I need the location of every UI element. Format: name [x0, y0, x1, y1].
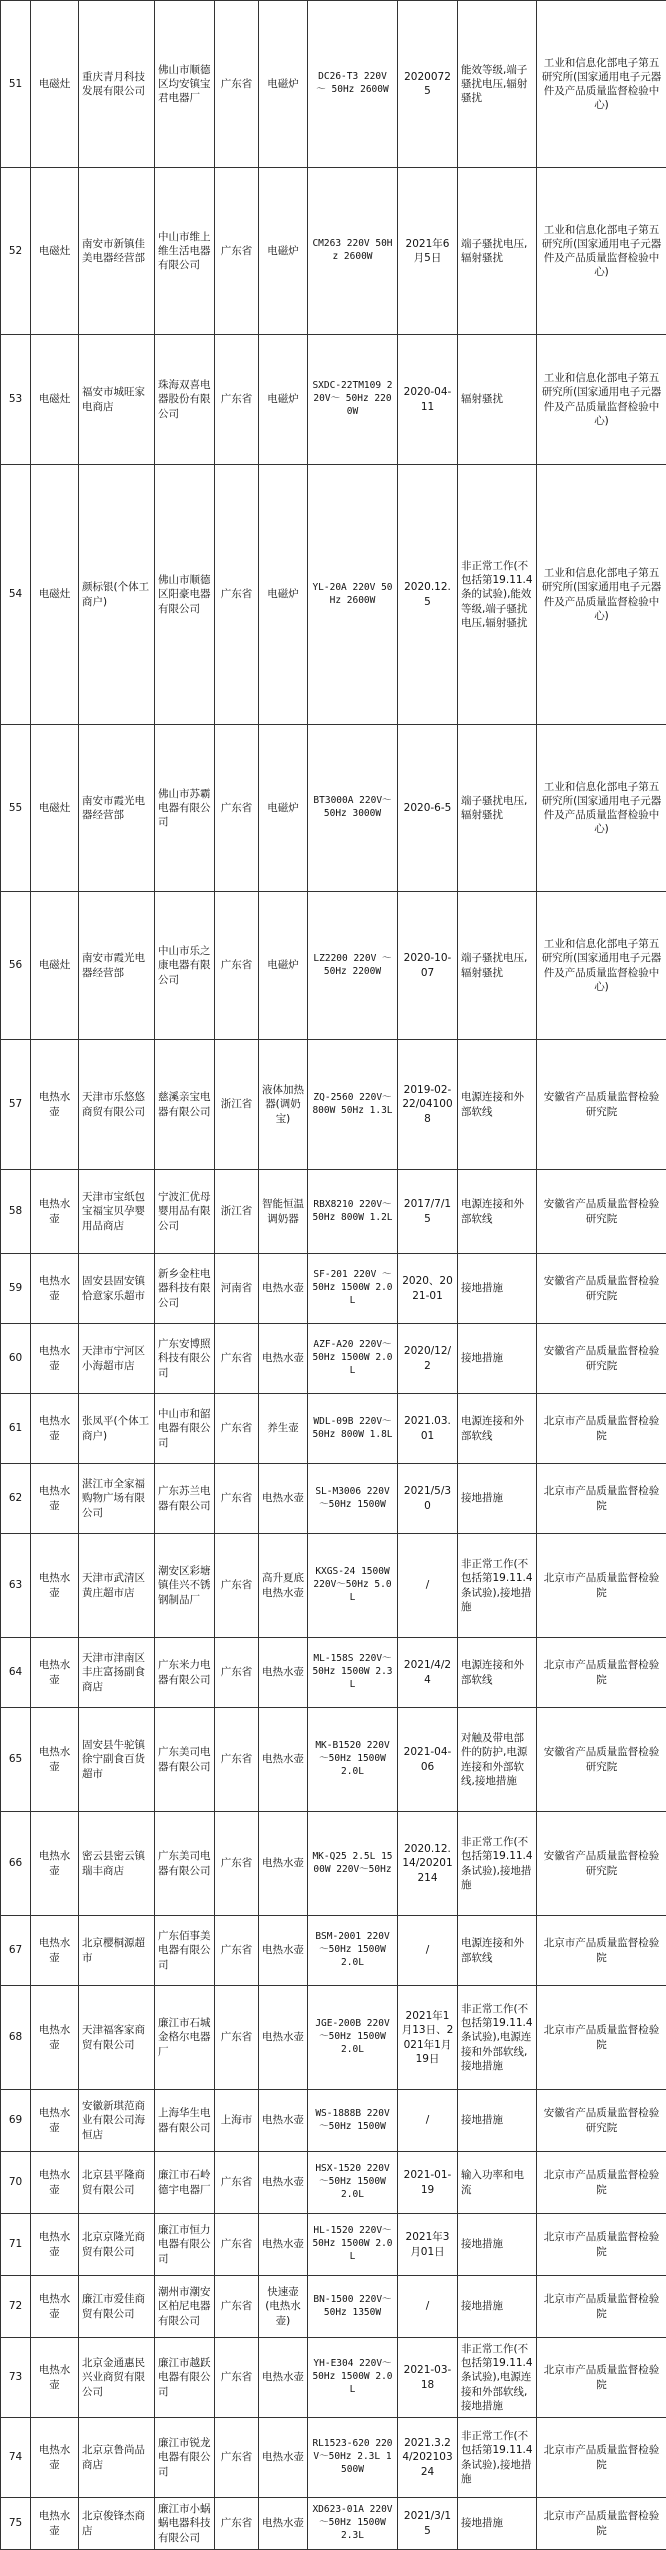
product-name: 电磁灶 [31, 465, 79, 725]
product-category: 电热水壶 [259, 2338, 308, 2418]
product-category: 电热水壶 [259, 2214, 308, 2276]
model-spec: HL-1520 220V～50Hz 1500W 2.0L [308, 2214, 398, 2276]
seller-name: 北京京隆光商贸有限公司 [79, 2214, 155, 2276]
model-spec: HSX-1520 220V～50Hz 1500W 2.0L [308, 2152, 398, 2214]
seller-name: 张凤平(个体工商户) [79, 1394, 155, 1464]
product-category: 电热水壶 [259, 2418, 308, 2498]
inspection-agency: 北京市产品质量监督检验院 [537, 2418, 666, 2498]
row-number: 61 [1, 1394, 31, 1464]
model-spec: SL-M3006 220V～50Hz 1500W [308, 1464, 398, 1534]
failed-items: 端子骚扰电压,辐射骚扰 [458, 892, 537, 1040]
table-row [1, 2090, 666, 2152]
production-date: 2021-01-19 [398, 2152, 458, 2214]
product-category: 电热水壶 [259, 1464, 308, 1534]
production-date: 2020.12.14/20201214 [398, 1812, 458, 1916]
production-date: / [398, 1534, 458, 1638]
manufacturer-name: 上海华生电器有限公司 [155, 2090, 215, 2152]
table-body [1, 1, 666, 2550]
model-spec: MK-Q25 2.5L 1500W 220V～50Hz [308, 1812, 398, 1916]
manufacturer-name: 潮安区彩塘镇佳兴不锈钢制品厂 [155, 1534, 215, 1638]
inspection-agency: 安徽省产品质量监督检验研究院 [537, 1708, 666, 1812]
table-row [1, 168, 666, 335]
model-spec: WDL-09B 220V～50Hz 800W 1.8L [308, 1394, 398, 1464]
seller-name: 南安市霞光电器经营部 [79, 892, 155, 1040]
province: 广东省 [215, 2418, 259, 2498]
manufacturer-name: 廉江市小蜗蜗电器科技有限公司 [155, 2498, 215, 2550]
seller-name: 北京俊锋杰商店 [79, 2498, 155, 2550]
table-row [1, 465, 666, 725]
table-row [1, 1534, 666, 1638]
seller-name: 天津市宁河区小海超市店 [79, 1324, 155, 1394]
failed-items: 接地措施 [458, 1254, 537, 1324]
product-name: 电磁灶 [31, 725, 79, 892]
failed-items: 电源连接和外部软线 [458, 1170, 537, 1254]
production-date: 20200725 [398, 1, 458, 168]
seller-name: 天津市津南区丰庄富扬副食商店 [79, 1638, 155, 1708]
manufacturer-name: 中山市乐之康电器有限公司 [155, 892, 215, 1040]
production-date: 2021/4/24 [398, 1638, 458, 1708]
seller-name: 北京金通惠民兴业商贸有限公司 [79, 2338, 155, 2418]
failed-items: 输入功率和电流 [458, 2152, 537, 2214]
failed-items: 非正常工作(不包括第19.11.4条试验),电源连接和外部软线,接地措施 [458, 1986, 537, 2090]
manufacturer-name: 廉江市越跃电器有限公司 [155, 2338, 215, 2418]
product-name: 电热水壶 [31, 1986, 79, 2090]
manufacturer-name: 中山市和韶电器有限公司 [155, 1394, 215, 1464]
failed-items: 电源连接和外部软线 [458, 1638, 537, 1708]
inspection-agency: 工业和信息化部电子第五研究所(国家通用电子元器件及产品质量监督检验中心) [537, 1, 666, 168]
table-row [1, 1986, 666, 2090]
province: 广东省 [215, 1464, 259, 1534]
product-name: 电热水壶 [31, 2152, 79, 2214]
row-number: 67 [1, 1916, 31, 1986]
model-spec: SF-201 220V ～ 50Hz 1500W 2.0L [308, 1254, 398, 1324]
province: 广东省 [215, 725, 259, 892]
failed-items: 非正常工作(不包括第19.11.4条试验),电源连接和外部软线,接地措施 [458, 2338, 537, 2418]
table-row [1, 1394, 666, 1464]
product-category: 电热水壶 [259, 2152, 308, 2214]
manufacturer-name: 广东安博照科技有限公司 [155, 1324, 215, 1394]
failed-items: 非正常工作(不包括第19.11.4条试验),接地措施 [458, 1534, 537, 1638]
product-name: 电磁灶 [31, 892, 79, 1040]
manufacturer-name: 宁波汇优母婴用品有限公司 [155, 1170, 215, 1254]
product-category: 电磁炉 [259, 725, 308, 892]
row-number: 55 [1, 725, 31, 892]
product-name: 电热水壶 [31, 1464, 79, 1534]
row-number: 70 [1, 2152, 31, 2214]
row-number: 68 [1, 1986, 31, 2090]
production-date: 2021年6月5日 [398, 168, 458, 335]
province: 广东省 [215, 1916, 259, 1986]
product-name: 电热水壶 [31, 1324, 79, 1394]
province: 广东省 [215, 1, 259, 168]
table-row [1, 725, 666, 892]
product-category: 电热水壶 [259, 2498, 308, 2550]
production-date: 2021/3/15 [398, 2498, 458, 2550]
product-category: 电热水壶 [259, 1324, 308, 1394]
product-name: 电热水壶 [31, 2090, 79, 2152]
failed-items: 对触及带电部件的防护,电源连接和外部软线,接地措施 [458, 1708, 537, 1812]
province: 广东省 [215, 168, 259, 335]
seller-name: 福安市城旺家电商店 [79, 335, 155, 465]
table-row [1, 2498, 666, 2550]
table-row [1, 1170, 666, 1254]
province: 广东省 [215, 1638, 259, 1708]
product-category: 电热水壶 [259, 2090, 308, 2152]
manufacturer-name: 珠海双喜电器股份有限公司 [155, 335, 215, 465]
manufacturer-name: 廉江市石城金格尔电器厂 [155, 1986, 215, 2090]
product-name: 电热水壶 [31, 1708, 79, 1812]
inspection-agency: 北京市产品质量监督检验院 [537, 1464, 666, 1534]
production-date: 2020-6-5 [398, 725, 458, 892]
model-spec: YL-20A 220V 50Hz 2600W [308, 465, 398, 725]
province: 广东省 [215, 335, 259, 465]
table-row [1, 1254, 666, 1324]
product-category: 电热水壶 [259, 1638, 308, 1708]
seller-name: 北京樱桐源超市 [79, 1916, 155, 1986]
inspection-agency: 北京市产品质量监督检验院 [537, 2338, 666, 2418]
row-number: 57 [1, 1040, 31, 1170]
product-category: 液体加热器(调奶宝) [259, 1040, 308, 1170]
failed-items: 非正常工作(不包括第19.11.4条试验),接地措施 [458, 1812, 537, 1916]
production-date: 2021.03.01 [398, 1394, 458, 1464]
manufacturer-name: 广东苏兰电器有限公司 [155, 1464, 215, 1534]
model-spec: MK-B1520 220V～50Hz 1500W 2.0L [308, 1708, 398, 1812]
inspection-agency: 北京市产品质量监督检验院 [537, 1986, 666, 2090]
table-row [1, 1638, 666, 1708]
province: 广东省 [215, 2276, 259, 2338]
province: 广东省 [215, 892, 259, 1040]
product-category: 高升夏底电热水壶 [259, 1534, 308, 1638]
failed-items: 端子骚扰电压,辐射骚扰 [458, 168, 537, 335]
production-date: 2017/7/15 [398, 1170, 458, 1254]
table-row [1, 1916, 666, 1986]
failed-items: 能效等级,端子骚扰电压,辐射骚扰 [458, 1, 537, 168]
table-row [1, 2418, 666, 2498]
row-number: 73 [1, 2338, 31, 2418]
failed-items: 辐射骚扰 [458, 335, 537, 465]
production-date: 2020-04-11 [398, 335, 458, 465]
table-row [1, 892, 666, 1040]
manufacturer-name: 佛山市苏霸电器有限公司 [155, 725, 215, 892]
failed-items: 非正常工作(不包括第19.11.4条试验),接地措施 [458, 2418, 537, 2498]
province: 广东省 [215, 1394, 259, 1464]
manufacturer-name: 新乡金柱电器科技有限公司 [155, 1254, 215, 1324]
product-category: 养生壶 [259, 1394, 308, 1464]
product-name: 电热水壶 [31, 1812, 79, 1916]
production-date: 2021年1月13日、2021年1月19日 [398, 1986, 458, 2090]
product-name: 电热水壶 [31, 2418, 79, 2498]
row-number: 51 [1, 1, 31, 168]
production-date: 2021.3.24/20210324 [398, 2418, 458, 2498]
product-name: 电磁灶 [31, 335, 79, 465]
product-category: 电热水壶 [259, 1708, 308, 1812]
inspection-agency: 北京市产品质量监督检验院 [537, 1394, 666, 1464]
row-number: 71 [1, 2214, 31, 2276]
row-number: 75 [1, 2498, 31, 2550]
row-number: 65 [1, 1708, 31, 1812]
production-date: / [398, 2276, 458, 2338]
failed-items: 电源连接和外部软线 [458, 1916, 537, 1986]
row-number: 69 [1, 2090, 31, 2152]
table-row [1, 1812, 666, 1916]
production-date: 2020/12/2 [398, 1324, 458, 1394]
production-date: 2020、2021-01 [398, 1254, 458, 1324]
row-number: 59 [1, 1254, 31, 1324]
failed-items: 电源连接和外部软线 [458, 1040, 537, 1170]
model-spec: XD623-01A 220V～50Hz 1500W 2.3L [308, 2498, 398, 2550]
table-row [1, 1, 666, 168]
failed-items: 接地措施 [458, 1464, 537, 1534]
inspection-agency: 安徽省产品质量监督检验研究院 [537, 2090, 666, 2152]
table-row [1, 2152, 666, 2214]
province: 广东省 [215, 1986, 259, 2090]
model-spec: RBX8210 220V～50Hz 800W 1.2L [308, 1170, 398, 1254]
model-spec: BT3000A 220V～50Hz 3000W [308, 725, 398, 892]
model-spec: KXGS-24 1500W 220V～50Hz 5.0L [308, 1534, 398, 1638]
seller-name: 天津福客家商贸有限公司 [79, 1986, 155, 2090]
model-spec: BSM-2001 220V～50Hz 1500W 2.0L [308, 1916, 398, 1986]
product-name: 电热水壶 [31, 1394, 79, 1464]
product-name: 电磁灶 [31, 1, 79, 168]
model-spec: DC26-T3 220V ～ 50Hz 2600W [308, 1, 398, 168]
seller-name: 湛江市全家福购物广场有限公司 [79, 1464, 155, 1534]
row-number: 52 [1, 168, 31, 335]
province: 广东省 [215, 1708, 259, 1812]
manufacturer-name: 廉江市锐龙电器有限公司 [155, 2418, 215, 2498]
table-row [1, 1040, 666, 1170]
product-category: 智能恒温调奶器 [259, 1170, 308, 1254]
production-date: 2020-10-07 [398, 892, 458, 1040]
row-number: 74 [1, 2418, 31, 2498]
product-category: 电热水壶 [259, 1812, 308, 1916]
product-name: 电磁灶 [31, 168, 79, 335]
production-date: / [398, 2090, 458, 2152]
province: 浙江省 [215, 1170, 259, 1254]
inspection-agency: 安徽省产品质量监督检验研究院 [537, 1170, 666, 1254]
product-category: 电磁炉 [259, 465, 308, 725]
manufacturer-name: 广东美司电器有限公司 [155, 1812, 215, 1916]
product-name: 电热水壶 [31, 2276, 79, 2338]
model-spec: SXDC-22TM109 220V～ 50Hz 2200W [308, 335, 398, 465]
inspection-agency: 工业和信息化部电子第五研究所(国家通用电子元器件及产品质量监督检验中心) [537, 168, 666, 335]
province: 广东省 [215, 2152, 259, 2214]
province: 河南省 [215, 1254, 259, 1324]
product-category: 电磁炉 [259, 335, 308, 465]
inspection-agency: 北京市产品质量监督检验院 [537, 2498, 666, 2550]
seller-name: 天津市乐悠悠商贸有限公司 [79, 1040, 155, 1170]
seller-name: 南安市新镇佳美电器经营部 [79, 168, 155, 335]
product-name: 电热水壶 [31, 1534, 79, 1638]
model-spec: RL1523-620 220V～50Hz 2.3L 1500W [308, 2418, 398, 2498]
row-number: 62 [1, 1464, 31, 1534]
failed-items: 电源连接和外部软线 [458, 1394, 537, 1464]
product-category: 电热水壶 [259, 1254, 308, 1324]
table-row [1, 2338, 666, 2418]
model-spec: WS-1888B 220V～50Hz 1500W [308, 2090, 398, 2152]
inspection-agency: 北京市产品质量监督检验院 [537, 2214, 666, 2276]
seller-name: 天津市武清区黄庄超市店 [79, 1534, 155, 1638]
production-date: 2021年3月01日 [398, 2214, 458, 2276]
province: 广东省 [215, 2338, 259, 2418]
failed-items: 端子骚扰电压,辐射骚扰 [458, 725, 537, 892]
inspection-agency: 安徽省产品质量监督检验研究院 [537, 1040, 666, 1170]
row-number: 53 [1, 335, 31, 465]
inspection-agency: 安徽省产品质量监督检验研究院 [537, 1324, 666, 1394]
manufacturer-name: 佛山市顺德区均安镇宝君电器厂 [155, 1, 215, 168]
production-date: 2020.12.5 [398, 465, 458, 725]
product-name: 电热水壶 [31, 1254, 79, 1324]
province: 广东省 [215, 465, 259, 725]
failed-items: 接地措施 [458, 1324, 537, 1394]
model-spec: LZ2200 220V ～ 50Hz 2200W [308, 892, 398, 1040]
table-row [1, 2214, 666, 2276]
province: 广东省 [215, 1812, 259, 1916]
product-name: 电热水壶 [31, 1638, 79, 1708]
manufacturer-name: 潮州市潮安区柏尼电器有限公司 [155, 2276, 215, 2338]
production-date: / [398, 1916, 458, 1986]
seller-name: 密云县密云镇瑞丰商店 [79, 1812, 155, 1916]
seller-name: 天津市宝纸包宝福宝贝孕婴用品商店 [79, 1170, 155, 1254]
inspection-agency: 工业和信息化部电子第五研究所(国家通用电子元器件及产品质量监督检验中心) [537, 725, 666, 892]
product-name: 电热水壶 [31, 2214, 79, 2276]
inspection-agency: 北京市产品质量监督检验院 [537, 2276, 666, 2338]
inspection-agency: 工业和信息化部电子第五研究所(国家通用电子元器件及产品质量监督检验中心) [537, 335, 666, 465]
seller-name: 廉江市爱佳商贸有限公司 [79, 2276, 155, 2338]
province: 上海市 [215, 2090, 259, 2152]
production-date: 2021-04-06 [398, 1708, 458, 1812]
seller-name: 固安县固安镇恰意家乐超市 [79, 1254, 155, 1324]
product-name: 电热水壶 [31, 2498, 79, 2550]
inspection-agency: 工业和信息化部电子第五研究所(国家通用电子元器件及产品质量监督检验中心) [537, 892, 666, 1040]
manufacturer-name: 中山市维上维生活电器有限公司 [155, 168, 215, 335]
row-number: 66 [1, 1812, 31, 1916]
seller-name: 北京京鲁尚品商店 [79, 2418, 155, 2498]
row-number: 58 [1, 1170, 31, 1254]
model-spec: JGE-200B 220V～50Hz 1500W 2.0L [308, 1986, 398, 2090]
product-category: 电热水壶 [259, 1986, 308, 2090]
production-date: 2021-03-18 [398, 2338, 458, 2418]
row-number: 54 [1, 465, 31, 725]
product-name: 电热水壶 [31, 1170, 79, 1254]
inspection-agency: 安徽省产品质量监督检验研究院 [537, 1812, 666, 1916]
inspection-agency: 北京市产品质量监督检验院 [537, 1534, 666, 1638]
model-spec: AZF-A20 220V～50Hz 1500W 2.0L [308, 1324, 398, 1394]
product-name: 电热水壶 [31, 1916, 79, 1986]
row-number: 56 [1, 892, 31, 1040]
seller-name: 重庆青月科技发展有限公司 [79, 1, 155, 168]
row-number: 64 [1, 1638, 31, 1708]
row-number: 72 [1, 2276, 31, 2338]
manufacturer-name: 广东美司电器有限公司 [155, 1708, 215, 1812]
inspection-agency: 安徽省产品质量监督检验研究院 [537, 1254, 666, 1324]
production-date: 2021/5/30 [398, 1464, 458, 1534]
row-number: 60 [1, 1324, 31, 1394]
model-spec: YH-E304 220V～50Hz 1500W 2.0L [308, 2338, 398, 2418]
province: 广东省 [215, 1324, 259, 1394]
seller-name: 颜标银(个体工商户) [79, 465, 155, 725]
seller-name: 北京县平隆商贸有限公司 [79, 2152, 155, 2214]
production-date: 2019-02-22/041008 [398, 1040, 458, 1170]
product-name: 电热水壶 [31, 2338, 79, 2418]
table-row [1, 1708, 666, 1812]
failed-items: 接地措施 [458, 2214, 537, 2276]
table-row [1, 1324, 666, 1394]
province: 广东省 [215, 1534, 259, 1638]
inspection-agency: 北京市产品质量监督检验院 [537, 1916, 666, 1986]
table-row [1, 1464, 666, 1534]
failed-items: 非正常工作(不包括第19.11.4条的试验),能效等级,端子骚扰电压,辐射骚扰 [458, 465, 537, 725]
model-spec: CM263 220V 50Hz 2600W [308, 168, 398, 335]
manufacturer-name: 廉江市恒力电器有限公司 [155, 2214, 215, 2276]
seller-name: 南安市霞光电器经营部 [79, 725, 155, 892]
province: 广东省 [215, 2214, 259, 2276]
model-spec: BN-1500 220V～50Hz 1350W [308, 2276, 398, 2338]
inspection-agency: 北京市产品质量监督检验院 [537, 2152, 666, 2214]
manufacturer-name: 廉江市石岭德宇电器厂 [155, 2152, 215, 2214]
failed-items: 接地措施 [458, 2498, 537, 2550]
manufacturer-name: 广东米力电器有限公司 [155, 1638, 215, 1708]
table-row [1, 335, 666, 465]
product-category: 电磁炉 [259, 168, 308, 335]
product-category: 电热水壶 [259, 1916, 308, 1986]
seller-name: 安徽新琪范商业有限公司海恒店 [79, 2090, 155, 2152]
table-row [1, 2276, 666, 2338]
inspection-agency: 工业和信息化部电子第五研究所(国家通用电子元器件及产品质量监督检验中心) [537, 465, 666, 725]
manufacturer-name: 佛山市顺德区阳豪电器有限公司 [155, 465, 215, 725]
manufacturer-name: 广东佰事美电器有限公司 [155, 1916, 215, 1986]
product-category: 电磁炉 [259, 1, 308, 168]
seller-name: 固安县牛驼镇徐宁副食百货超市 [79, 1708, 155, 1812]
inspection-agency: 北京市产品质量监督检验院 [537, 1638, 666, 1708]
failed-items: 接地措施 [458, 2276, 537, 2338]
product-category: 电磁炉 [259, 892, 308, 1040]
province: 广东省 [215, 2498, 259, 2550]
province: 浙江省 [215, 1040, 259, 1170]
model-spec: ML-158S 220V～50Hz 1500W 2.3L [308, 1638, 398, 1708]
product-category: 快速壶(电热水壶) [259, 2276, 308, 2338]
product-name: 电热水壶 [31, 1040, 79, 1170]
failed-items: 接地措施 [458, 2090, 537, 2152]
manufacturer-name: 慈溪亲宝电器有限公司 [155, 1040, 215, 1170]
model-spec: ZQ-2560 220V～ 800W 50Hz 1.3L [308, 1040, 398, 1170]
row-number: 63 [1, 1534, 31, 1638]
